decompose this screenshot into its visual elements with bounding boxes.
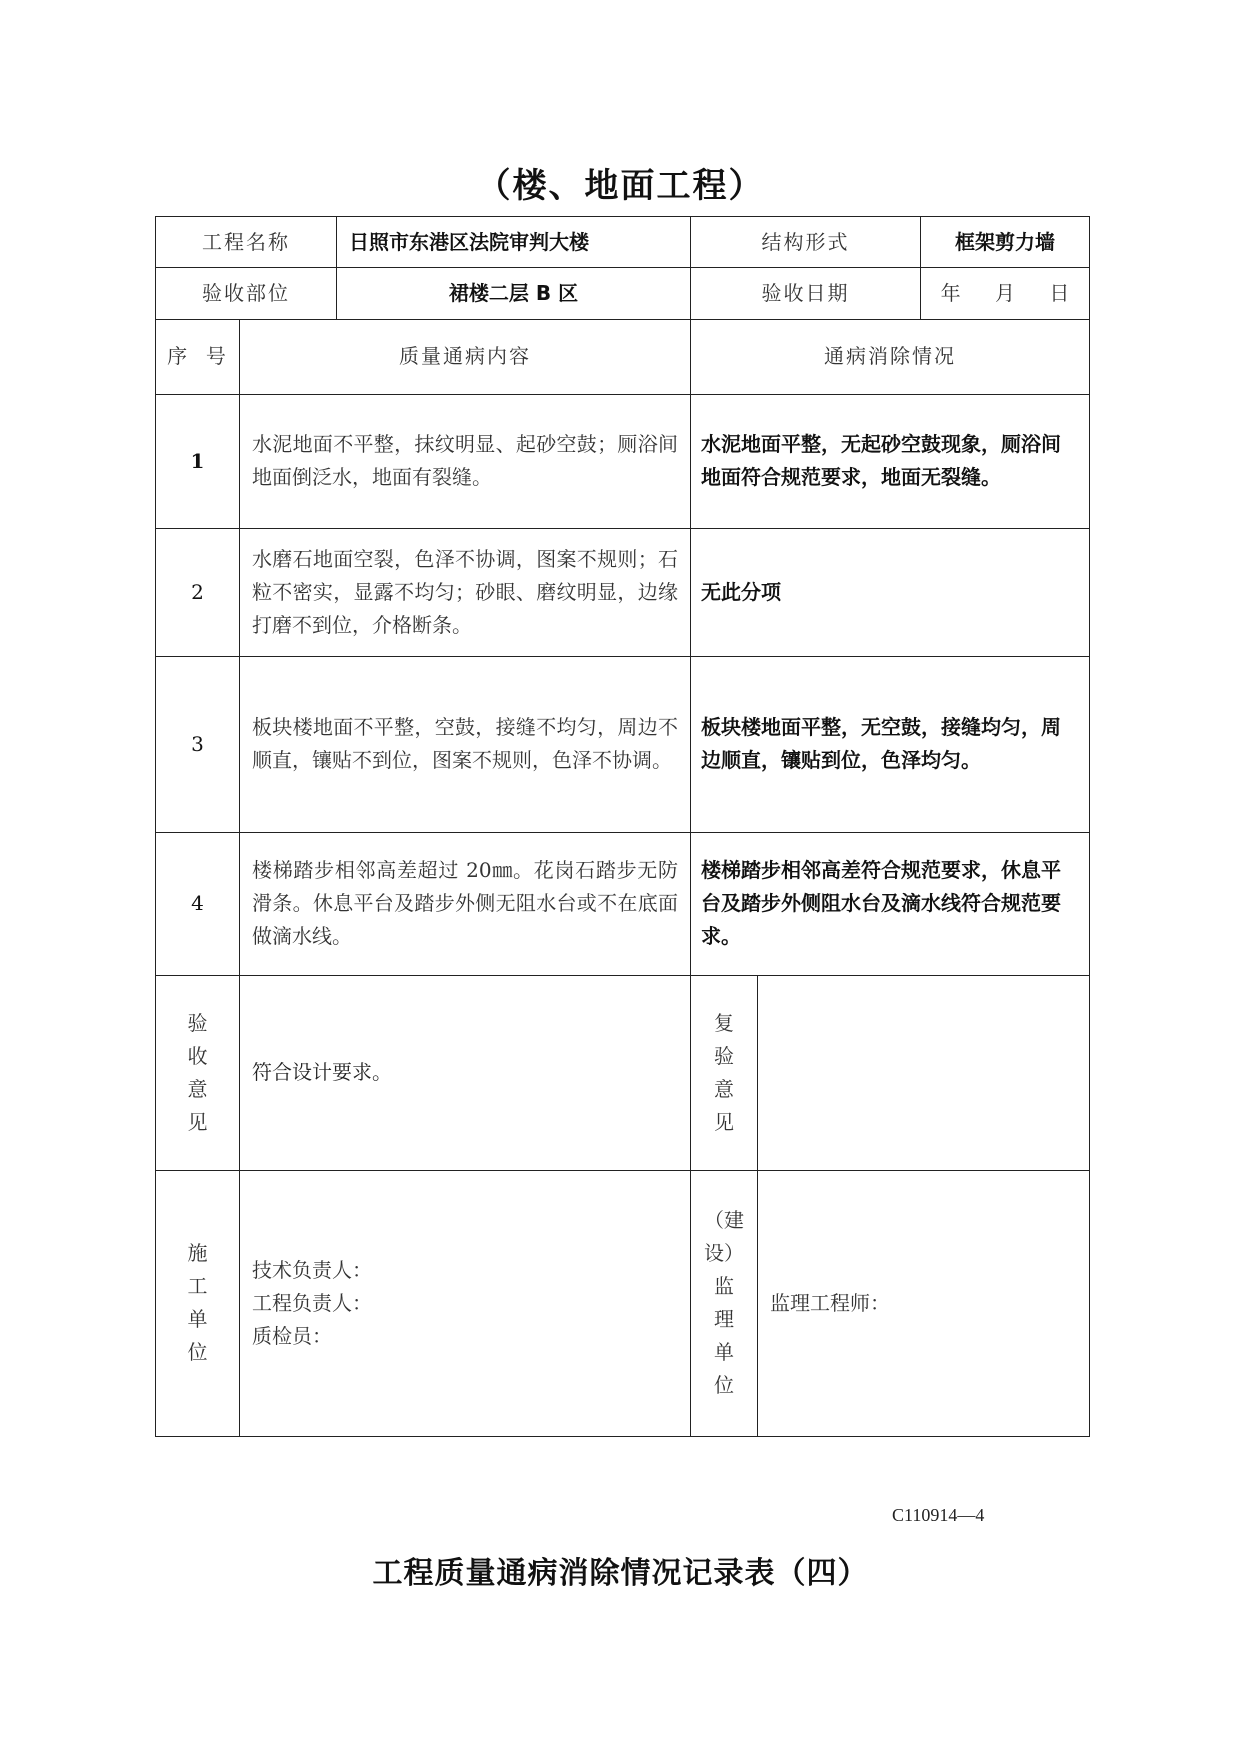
signature-row: [156, 1170, 1090, 1436]
construction-label-char: 单: [187, 1307, 208, 1332]
row-resolution: 板块楼地面平整，无空鼓，接缝均匀，周边顺直，镶贴到位，色泽均匀。: [691, 656, 1090, 832]
construction-label-char: 位: [187, 1340, 208, 1365]
inspection-date-value: [921, 268, 1090, 319]
acceptance-label-char: 意: [187, 1076, 208, 1101]
structure-value: 框架剪力墙: [921, 217, 1090, 268]
acceptance-label-char: 收: [187, 1043, 208, 1068]
review-label-char: 复: [714, 1010, 734, 1035]
row-seq: 2: [156, 528, 240, 656]
page-title: （楼、地面工程）: [476, 166, 765, 206]
table-row: [156, 656, 1090, 832]
row-seq: 3: [156, 656, 240, 832]
construction-label-char: 工: [187, 1274, 208, 1299]
acceptance-row: [156, 975, 1090, 1170]
inspection-part-value: 裙楼二层 B 区: [337, 268, 691, 319]
row-resolution: 水泥地面平整，无起砂空鼓现象，厕浴间地面符合规范要求，地面无裂缝。: [691, 394, 1090, 528]
acceptance-label-char: 见: [187, 1109, 208, 1134]
resolution-column-header: 通病消除情况: [691, 319, 1090, 394]
inspection-part-label: 验收部位: [156, 268, 337, 319]
supervising-engineer-signature: 监理工程师：: [758, 1170, 1090, 1436]
column-header-row: [156, 319, 1090, 394]
tech-lead-signature: 技术负责人：: [252, 1257, 372, 1282]
review-label-char: 意: [714, 1076, 734, 1101]
construction-signatures: [240, 1170, 691, 1436]
table-row: [156, 394, 1090, 528]
structure-label: 结构形式: [691, 217, 921, 268]
form-code: C110914—4: [892, 1505, 985, 1525]
review-label: [691, 975, 758, 1170]
date-year: 年: [940, 281, 961, 306]
acceptance-label-char: 验: [187, 1010, 208, 1035]
bottom-title: 工程质量通病消除情况记录表（四）: [372, 1556, 869, 1591]
acceptance-label: [156, 975, 240, 1170]
row-content: 板块楼地面不平整，空鼓，接缝不均匀，周边不顺直，镶贴不到位，图案不规则，色泽不协调。: [240, 656, 691, 832]
construction-unit-label: [156, 1170, 240, 1436]
review-label-char: 验: [714, 1043, 734, 1068]
row-seq: 4: [156, 832, 240, 975]
supervision-label-char: 监: [714, 1274, 734, 1299]
supervision-label-char: 单: [714, 1340, 734, 1365]
supervision-unit-label: [691, 1170, 758, 1436]
seq-column-header: 序 号: [156, 319, 240, 394]
row-resolution: 楼梯踏步相邻高差符合规范要求，休息平台及踏步外侧阻水台及滴水线符合规范要求。: [691, 832, 1090, 975]
table-row: [156, 528, 1090, 656]
date-day: 日: [1049, 281, 1070, 306]
project-name-label: 工程名称: [156, 217, 337, 268]
construction-label-char: 施: [187, 1241, 208, 1266]
row-content: 水泥地面不平整，抹纹明显、起砂空鼓；厕浴间地面倒泛水，地面有裂缝。: [240, 394, 691, 528]
date-month: 月: [995, 281, 1015, 306]
supervision-label-char: 设）: [704, 1241, 744, 1266]
supervision-label-char: 位: [714, 1373, 734, 1398]
project-lead-signature: 工程负责人：: [252, 1290, 372, 1315]
defect-record-table: [155, 216, 1090, 1437]
header-row-project: [156, 217, 1090, 268]
content-column-header: 质量通病内容: [240, 319, 691, 394]
row-resolution: 无此分项: [691, 528, 1090, 656]
header-row-inspection: [156, 268, 1090, 319]
supervision-label-char: 理: [714, 1307, 734, 1332]
inspector-signature: 质检员：: [252, 1323, 332, 1348]
table-row: [156, 832, 1090, 975]
row-seq: 1: [156, 394, 240, 528]
review-opinion: [758, 975, 1090, 1170]
row-content: 水磨石地面空裂，色泽不协调，图案不规则；石粒不密实，显露不均匀；砂眼、磨纹明显，边缘打磨不到位，介格断条。: [240, 528, 691, 656]
inspection-date-label: 验收日期: [691, 268, 921, 319]
project-name-value: 日照市东港区法院审判大楼: [337, 217, 691, 268]
acceptance-opinion: 符合设计要求。: [240, 975, 691, 1170]
review-label-char: 见: [714, 1109, 734, 1134]
supervision-label-char: （建: [704, 1208, 744, 1233]
row-content: 楼梯踏步相邻高差超过 20㎜。花岗石踏步无防滑条。休息平台及踏步外侧无阻水台或不在底面做滴水线。: [240, 832, 691, 975]
